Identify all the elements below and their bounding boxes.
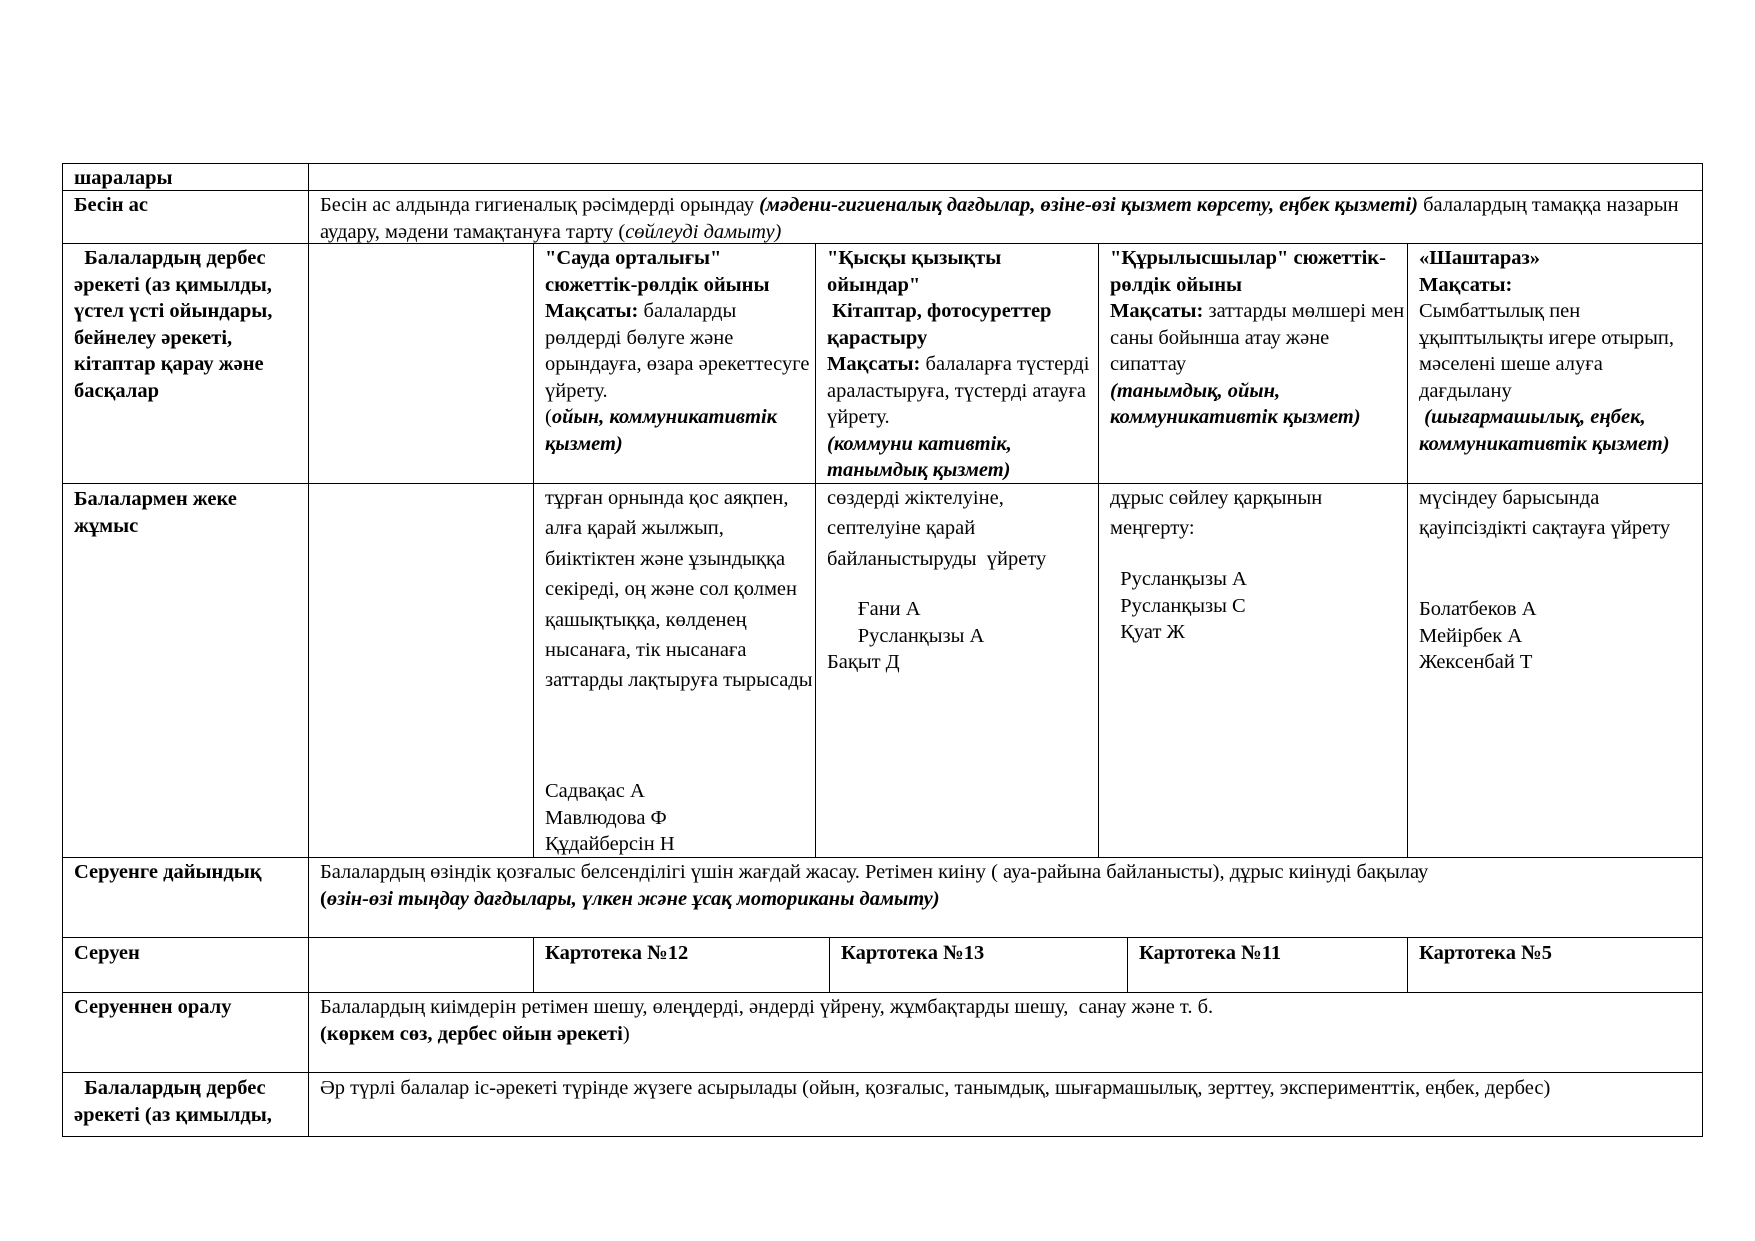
derbes-col3 [1110, 245, 1410, 431]
seruennen-oralu-text [320, 994, 1695, 1047]
row-label-besin-as: Бесін ас [74, 194, 148, 216]
activity-title: «Шаштараз» Мақсаты: [1419, 247, 1541, 296]
tag-open: ( [320, 887, 327, 910]
zheke-col2-names: Ғани А Русланқызы А Бақыт Д [827, 598, 985, 673]
card-ref: Картотекa №13 [841, 942, 985, 964]
activity-title: "Қысқы қызықты ойындар" Кітаптар, фотосуреттер қарастыру [827, 247, 1052, 349]
grid-line [1702, 163, 1703, 1137]
goal-text: балаларды рөлдерді бөлуге және орындауға, өзара әрекеттесуге үйрету. [545, 300, 815, 402]
activity-tag: (танымдық, ойын, коммуникативтік қызмет) [1110, 379, 1361, 428]
zheke-col4-text: мүсіндеу барысында қауіпсіздікті сақтауға үйрету [1419, 487, 1671, 540]
zheke-col4-names: Болатбеков А Мейірбек А Жексенбай Т [1419, 598, 1537, 673]
zheke-col3-text: дұрыс сөйлеу қарқынын меңгерту: [1110, 487, 1328, 540]
row-label-derbes-areket: Балалардың дербес әрекеті (аз қимылды, үстел үсті ойындары, бейнелеу әрекеті, кітаптар қарау және басқалар [74, 247, 278, 402]
tag-open: ( [545, 406, 552, 428]
goal-label: Мақсаты: [1110, 300, 1204, 322]
zheke-col1-names: Садвақас А Мавлюдова Ф Құдайберсін Н [545, 780, 675, 855]
activity-tag: өзін-өзі тыңдау дағдылары, үлкен және ұсақ моториканы дамыту) [326, 887, 940, 910]
grid-line [1098, 243, 1099, 857]
activity-tag: (шығармашылық, еңбек, коммуникативтік қызмет) [1419, 406, 1670, 455]
derbes-col4 [1419, 245, 1699, 457]
goal-label: Мақсаты: [827, 353, 921, 375]
row-label-sharalary: шаралары [74, 167, 173, 189]
row-label-derbes-areket-2: Балалардың дербес әрекеті (аз қимылды, [74, 1077, 272, 1126]
besin-as-tag: сөйлеуді дамыту) [625, 220, 782, 243]
besin-as-part: балалардың тамаққа назарын аудару, мәдени тамақтануға тарту ( [320, 194, 1684, 243]
derbes-areket-2-text: Әр түрлі балалар іс-әрекеті түрінде жүзеге асырылады (ойын, қозғалыс, танымдық, шығармашылық, зерттеу, эксперименттік, еңбек, дербес) [320, 1077, 1551, 1099]
activity-tag: (көркем сөз, дербес ойын әрекеті [320, 1022, 623, 1045]
activity-title: "Құрылысшылар" сюжеттік-рөлдік ойыны [1110, 247, 1386, 296]
goal-text: Сымбаттылық пен ұқыптылықты игере отырып, мәселені шеше алуға дағдылану [1419, 300, 1680, 402]
derbes-col1 [545, 245, 813, 457]
zheke-col2-text: сөздерді жіктелуіне, септелуіне қарай байланыстыруды үйрету [827, 487, 1047, 570]
card-ref: Картотекa №5 [1419, 942, 1552, 964]
grid-line [1407, 937, 1408, 992]
grid-line [533, 937, 534, 992]
row-label-zheke-zhumys: Балалармен жеке жұмыс [74, 488, 242, 537]
row-label-seruennen-oralu: Серуеннен оралу [74, 996, 232, 1018]
zheke-col1-text: тұрған орнында қос аяқпен, алға қарай жылжып, биіктіктен және ұзындыққа секіреді, оң және сол қолмен қашықтыққа, көлденең нысанаға, тік нысанаға заттарды лақтыруға тырысады [545, 487, 813, 692]
serungedaiyndyk-body: Балалардың өзіндік қозғалыс белсенділігі үшін жағдай жасау. Ретімен киіну ( ауа-райына байланысты), дұрыс киінуді бақылау [320, 861, 1429, 883]
besin-as-text [320, 192, 1695, 245]
goal-text: заттарды мөлшері мен саны бойынша атау және сипаттау [1110, 300, 1410, 375]
tag-close: ) [622, 1022, 630, 1045]
card-ref: Картотекa №11 [1139, 942, 1282, 964]
seruennen-oralu-body: Балалардың киімдерін ретімен шешу, өлеңдерді, әндерді үйрену, жұмбақтарды шешу, санау және т. б. [320, 996, 1214, 1018]
row-label-serungedaiyndyk: Серуенге дайындық [74, 861, 262, 883]
derbes-col2 [827, 245, 1095, 484]
grid-line [533, 243, 534, 857]
serungedaiyndyk-text [320, 859, 1695, 912]
activity-title: "Сауда орталығы" сюжеттік-рөлдік ойыны [545, 247, 770, 296]
activity-tag: (коммуни кативтік, танымдық қызмет) [827, 432, 1017, 481]
grid-line [1127, 937, 1128, 992]
grid-line [1407, 243, 1408, 857]
row-label-seruen: Серуен [74, 942, 140, 964]
card-ref: Картотекa №12 [545, 942, 689, 964]
goal-label: Мақсаты: [545, 300, 639, 322]
besin-as-part: Бесін ас алдында гигиеналық рәсімдерді орындау [320, 194, 760, 216]
grid-line [829, 937, 830, 992]
zheke-col3-names: Русланқызы А Русланқызы С Қуат Ж [1120, 568, 1247, 643]
activity-tag: ойын, коммуникативтік қызмет) [545, 406, 783, 455]
goal-text: балаларға түстерді араластыруға, түстерді атауға үйрету. [827, 353, 1095, 428]
grid-line [308, 163, 309, 1137]
grid-line [62, 163, 63, 1137]
besin-as-tag: (мәдени-гигиеналық дағдылар, өзіне-өзі қызмет көрсету, еңбек қызметі) [759, 194, 1418, 216]
grid-line [815, 243, 816, 857]
